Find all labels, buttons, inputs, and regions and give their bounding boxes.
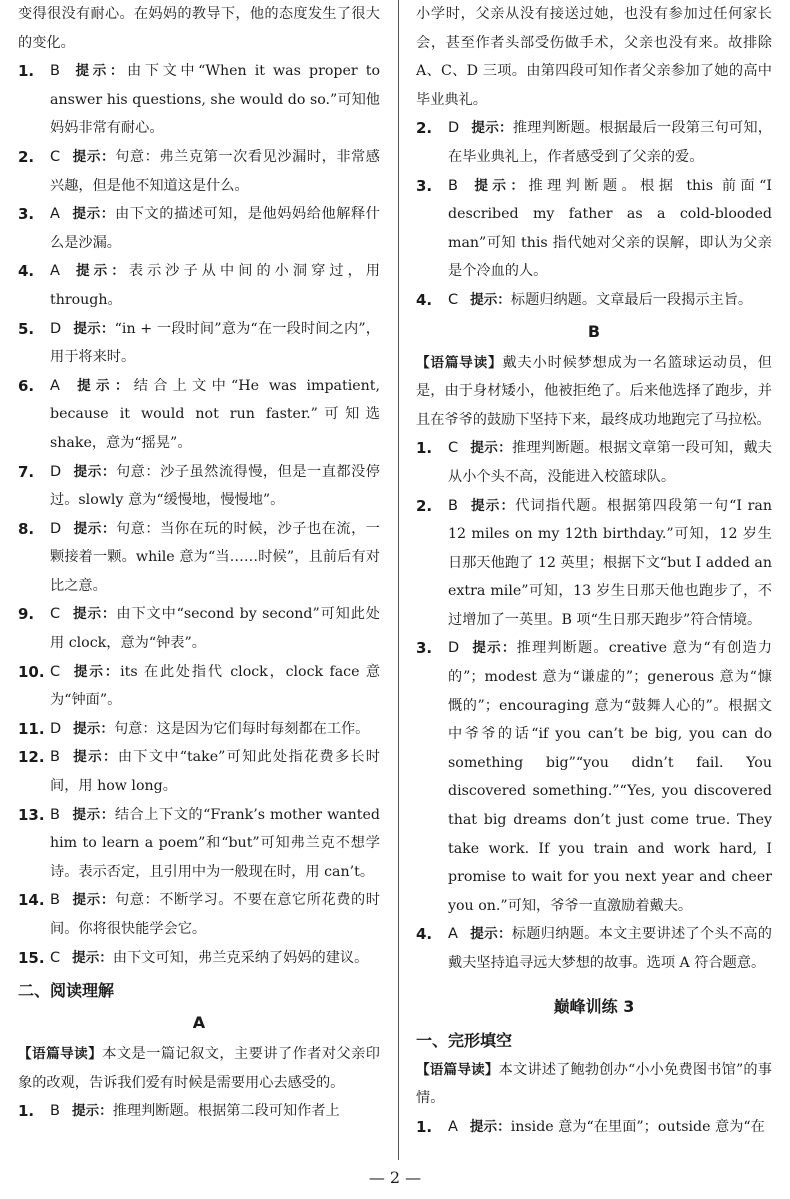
answer-explanation: 由下文中“take”可知此处指花费多长时间，用 how long。	[50, 749, 380, 795]
answer-explanation: 句意：沙子虽然流得慢，但是一直都没停过。slowly 意为“缓慢地，慢慢地”。	[50, 463, 380, 509]
hint-label: 提示：	[72, 148, 116, 165]
answer-explanation: 表示沙子从中间的小洞穿过，用 through。	[50, 263, 380, 308]
hint-label: 提示：	[73, 463, 116, 480]
answer-explanation: inside 意为“在里面”；outside 意为“在	[510, 1118, 765, 1135]
hint-label: 提示：	[71, 749, 118, 766]
answer-item	[18, 458, 380, 515]
answer-explanation: 推理判断题。根据最后一段第三句可知，在毕业典礼上，作者感受到了父亲的爱。	[448, 120, 772, 165]
hint-label: 提示：	[470, 291, 511, 308]
column-divider	[398, 0, 399, 1160]
hint-label: 提示：	[470, 440, 512, 457]
answer-item	[416, 492, 772, 635]
answer-letter: B	[50, 63, 60, 80]
hint-label: 提示：	[469, 926, 512, 943]
answer-item	[18, 57, 380, 143]
hint-label: 提示：	[71, 377, 134, 394]
lead-text: 戴夫小时候梦想成为一名篮球运动员，但是，由于身材矮小，他被拒绝了。后来他选择了跑步，并且在爷爷的鼓励下坚持下来，最终成功地跑完了马拉松。	[416, 354, 772, 428]
answer-item	[416, 434, 772, 491]
continued-text: 小学时，父亲从没有接送过她，也没有参加过任何家长会，甚至作者头部受伤做手术，父亲也没有来。故排除 A、C、D 三项。由第四段可知作者父亲参加了她的高中毕业典礼。	[416, 6, 772, 108]
hint-label: 提示：	[72, 949, 113, 966]
answer-number: 4.	[416, 925, 433, 944]
answer-letter: B	[50, 749, 60, 766]
hint-label: 提示：	[73, 320, 115, 337]
passage-b-title: B	[587, 321, 601, 341]
answer-number: 11.	[18, 719, 45, 738]
answer-letter: D	[448, 120, 460, 137]
answer-letter: B	[50, 892, 60, 909]
answer-explanation: 由下文可知，弗兰克采纳了妈妈的建议。	[112, 949, 369, 966]
answer-number: 1.	[18, 1102, 35, 1121]
answer-number: 6.	[18, 376, 35, 395]
hint-label: 提示：	[73, 520, 116, 537]
answer-item	[18, 143, 380, 200]
answer-number: 5.	[18, 319, 35, 338]
passage-a-title: A	[192, 1013, 206, 1033]
answer-item	[416, 920, 772, 977]
answer-number: 3.	[18, 205, 35, 224]
answer-letter: B	[50, 806, 60, 823]
hint-label: 提示：	[71, 63, 128, 80]
passage-a-answer-1	[18, 1097, 380, 1126]
right-column	[416, 0, 772, 1141]
answer-number: 14.	[18, 891, 45, 910]
section-reading-title: 二、阅读理解	[18, 981, 115, 1001]
answer-letter: C	[448, 291, 459, 308]
hint-label: 提示：	[72, 606, 117, 623]
answer-number: 4.	[416, 290, 433, 309]
answer-explanation: 标题归纳题。本文主要讲述了个头不高的戴夫坚持追寻远大梦想的故事。选项 A 符合题意。	[448, 926, 772, 971]
hint-label: 提示：	[71, 263, 129, 280]
answer-number: 15.	[18, 948, 45, 967]
hint-label: 提示：	[71, 806, 115, 823]
answer-item	[416, 172, 772, 286]
hint-label: 提示：	[71, 892, 115, 909]
answer-number: 3.	[416, 176, 433, 195]
answer-item	[18, 315, 380, 372]
hint-label: 提示：	[471, 640, 517, 657]
answer-item	[416, 634, 772, 920]
answer-item	[18, 801, 380, 887]
answer-explanation: 句意：弗兰克第一次看见沙漏时，非常感兴趣，但是他不知道这是什么。	[50, 148, 380, 194]
hint-label: 提示：	[71, 206, 115, 223]
answer-item	[18, 1097, 380, 1126]
answer-explanation: 推理判断题。creative 意为“有创造力的”；modest 意为“谦虚的”；generous 意为“慷慨的”；encouraging 意为“鼓舞人心的”。根据文中爷爷的话“if you can’t be big, you can do something big”“you didn’t fail. You discovered something.”“Yes, you discovered that big dreams don’t just come true. They take work. If you train and work hard, I promise to wait for you next year and cheer you on.”可知，爷爷一直激励着戴夫。	[448, 640, 773, 914]
answer-explanation: 由下文中“When it was proper to answer his questions, she would do so.”可知他妈妈非常有耐心。	[50, 63, 380, 137]
answer-letter: D	[50, 320, 62, 337]
answer-explanation: 由下文中“second by second”可知此处用 clock，意为“钟表”。	[50, 606, 380, 652]
answer-number: 2.	[416, 496, 433, 515]
answer-number: 1.	[416, 1117, 433, 1136]
answer-item	[18, 743, 380, 800]
passage-b-lead	[416, 349, 772, 435]
answer-explanation: 推理判断题。根据 this 前面“I described my father as a cold-blooded man”可知 this 指代她对父亲的误解，即认为父亲是个冷血的人。	[448, 177, 772, 280]
answer-number: 10.	[18, 662, 45, 681]
answer-number: 2.	[416, 119, 433, 138]
answer-letter: B	[50, 1103, 60, 1120]
answer-explanation: its 在此处指代 clock，clock face 意为“钟面”。	[50, 663, 381, 709]
hint-label: 提示：	[71, 1103, 113, 1120]
section-cloze-title: 一、完形填空	[416, 1030, 513, 1050]
answer-explanation: 由下文的描述可知，是他妈妈给他解释什么是沙漏。	[50, 206, 380, 251]
hint-label: 提示：	[469, 1118, 511, 1135]
answer-explanation: 结合上文中“He was impatient, because it would not run faster.”可知选 shake，意为“摇晃”。	[50, 377, 380, 451]
answer-letter: D	[50, 463, 62, 480]
passage-a-lead	[18, 1040, 380, 1097]
answer-explanation: 代词指代题。根据第四段第一句“I ran 12 miles on my 12th birthday.”可知，12 岁生日那天他跑了 12 英里；根据下文“but I added an extra mile”可知，13 岁生日那天他也跑步了，不过增加了一英里。B 项“生日那天跑步”符合情境。	[448, 497, 773, 628]
answer-item	[18, 200, 380, 257]
answer-item	[18, 600, 380, 657]
answer-item	[18, 257, 380, 314]
answer-explanation: 推理判断题。根据文章第一段可知，戴夫从小个头不高，没能进入校篮球队。	[448, 440, 772, 485]
lead-label: 【语篇导读】	[416, 354, 503, 371]
hint-label: 提示：	[72, 663, 121, 680]
passage-b-answer-list	[416, 434, 772, 977]
hint-label: 提示：	[469, 177, 529, 194]
answer-item	[416, 286, 772, 315]
answer-number: 9.	[18, 605, 35, 624]
answer-letter: B	[448, 177, 458, 194]
passage-a-answer-list	[416, 114, 772, 314]
answer-explanation: 句意：当你在玩的时候，沙子也在流，一颗接着一颗。while 意为“当……时候”，且前后有对比之意。	[50, 520, 380, 594]
answer-letter: C	[50, 148, 61, 165]
answer-letter: C	[50, 606, 61, 623]
answer-explanation: 句意：不断学习。不要在意它所花费的时间。你将很快能学会它。	[50, 892, 380, 937]
lead-label: 【语篇导读】	[416, 1061, 499, 1078]
answer-explanation: 推理判断题。根据第二段可知作者上	[112, 1103, 340, 1120]
training-title: 巅峰训练 3	[553, 996, 635, 1016]
answer-letter: A	[50, 206, 60, 223]
answer-number: 1.	[416, 439, 433, 458]
lead-text: 本文讲述了鲍勃创办“小小免费图书馆”的事情。	[416, 1061, 772, 1107]
answer-number: 12.	[18, 748, 45, 767]
answer-item	[18, 515, 380, 601]
answer-letter: D	[50, 720, 62, 737]
answer-letter: A	[448, 1118, 458, 1135]
answer-number: 4.	[18, 262, 35, 281]
answer-number: 8.	[18, 519, 35, 538]
answer-number: 2.	[18, 147, 35, 166]
answer-letter: A	[448, 926, 458, 943]
answer-item	[18, 372, 380, 458]
hint-label: 提示：	[73, 720, 114, 737]
cloze-answer-1	[416, 1113, 772, 1142]
hint-label: 提示：	[471, 120, 513, 137]
answer-explanation: “in + 一段时间”意为“在一段时间之内”，用于将来时。	[50, 320, 380, 366]
hint-label: 提示：	[469, 497, 516, 514]
cloze-answer-list	[18, 57, 380, 972]
answer-letter: A	[50, 377, 60, 394]
left-column	[18, 0, 380, 1126]
cloze-lead	[416, 1056, 772, 1113]
answer-item	[18, 658, 380, 715]
answer-letter: D	[50, 520, 62, 537]
answer-explanation: 标题归纳题。文章最后一段揭示主旨。	[510, 291, 753, 308]
answer-letter: D	[448, 640, 460, 657]
answer-number: 7.	[18, 462, 35, 481]
lead-text: 本文是一篇记叙文，主要讲了作者对父亲印象的改观，告诉我们爱有时候是需要用心去感受的。	[18, 1046, 380, 1091]
answer-number: 1.	[18, 62, 35, 81]
answer-letter: C	[448, 440, 459, 457]
answer-letter: C	[50, 949, 61, 966]
answer-letter: C	[50, 663, 61, 680]
lead-label: 【语篇导读】	[18, 1046, 103, 1063]
answer-number: 3.	[416, 639, 433, 658]
answer-letter: B	[448, 497, 458, 514]
answer-number: 13.	[18, 805, 45, 824]
intro-text: 变得很没有耐心。在妈妈的教导下，他的态度发生了很大的变化。	[18, 6, 380, 51]
answer-explanation: 结合上下文的“Frank’s mother wanted him to learn a poem”和“but”可知弗兰克不想学诗。表示否定，且引用中为一般现在时，用 can’t。	[50, 806, 380, 880]
answer-item	[18, 944, 380, 973]
answer-letter: A	[50, 263, 60, 280]
answer-item	[416, 114, 772, 171]
answer-explanation: 句意：这是因为它们每时每刻都在工作。	[113, 720, 370, 737]
answer-item	[18, 886, 380, 943]
answer-item	[416, 1113, 772, 1142]
page-number: — 2 —	[368, 1168, 422, 1187]
answer-item	[18, 715, 380, 744]
